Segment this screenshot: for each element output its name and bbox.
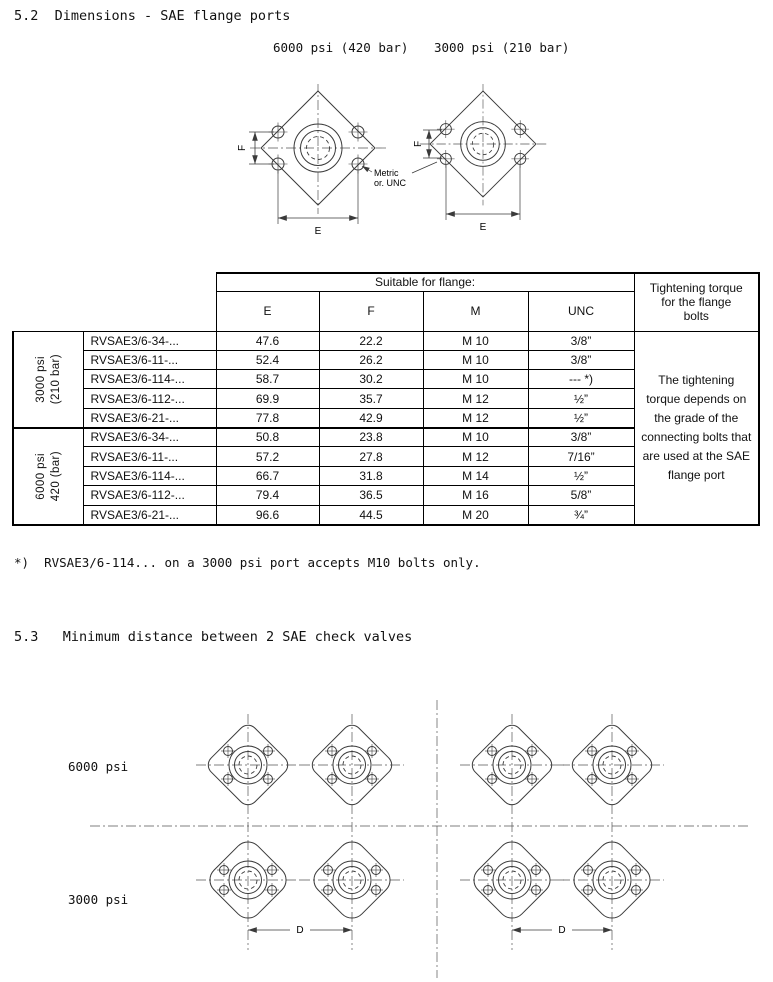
cell-E: 47.6 <box>216 331 319 350</box>
col-header-M: M <box>423 291 528 331</box>
torque-header-line1: Tightening torque <box>649 281 743 296</box>
col-header-UNC: UNC <box>528 291 634 331</box>
torque-header-line2: for the flange <box>661 295 732 310</box>
table-blank-corner <box>13 291 216 331</box>
table-header-torque <box>634 273 759 331</box>
section-5-3-heading: 5.3 Minimum distance between 2 SAE check valves <box>14 629 413 645</box>
cell-F: 36.5 <box>319 486 423 505</box>
table-blank-corner <box>13 273 216 291</box>
torque-header-line3: bolts <box>683 309 709 324</box>
metric-unc-callout <box>362 162 437 188</box>
cell-F: 44.5 <box>319 505 423 524</box>
cell-F: 26.2 <box>319 350 423 369</box>
cell-model: RVSAE3/6-112-... <box>83 389 216 408</box>
dim-label-F-left: F <box>237 144 248 152</box>
cell-M: M 10 <box>423 428 528 447</box>
cell-M: M 12 <box>423 389 528 408</box>
pressure-label-3000-bottom: 3000 psi <box>68 892 129 907</box>
cell-M: M 20 <box>423 505 528 524</box>
cell-UNC: --- *) <box>528 370 634 389</box>
cell-model: RVSAE3/6-114-... <box>83 370 216 389</box>
section-5-2-heading: 5.2 Dimensions - SAE flange ports <box>14 8 291 24</box>
cell-F: 27.8 <box>319 447 423 466</box>
cell-model: RVSAE3/6-11-... <box>83 447 216 466</box>
cell-M: M 12 <box>423 408 528 427</box>
cell-model: RVSAE3/6-21-... <box>83 408 216 427</box>
group-label-3000psi <box>13 331 83 428</box>
flange-drawing-6000psi <box>237 84 386 237</box>
pressure-label-3000-top: 3000 psi (210 bar) <box>434 40 570 55</box>
cell-E: 66.7 <box>216 466 319 485</box>
cell-model: RVSAE3/6-11-... <box>83 350 216 369</box>
check-valve-group-right <box>460 721 664 936</box>
cell-M: M 10 <box>423 331 528 350</box>
cell-UNC: 5/8” <box>528 486 634 505</box>
cell-UNC: 3/8” <box>528 350 634 369</box>
cell-E: 77.8 <box>216 408 319 427</box>
cell-F: 31.8 <box>319 466 423 485</box>
min-distance-drawing <box>60 698 752 980</box>
cell-UNC: ¾” <box>528 505 634 524</box>
cell-E: 57.2 <box>216 447 319 466</box>
group-label-line: (210 bar) <box>49 353 62 405</box>
cell-model: RVSAE3/6-34-... <box>83 331 216 350</box>
dim-label-F-right: F <box>413 140 424 148</box>
cell-UNC: 7/16” <box>528 447 634 466</box>
cell-model: RVSAE3/6-34-... <box>83 428 216 447</box>
cell-E: 69.9 <box>216 389 319 408</box>
cell-model: RVSAE3/6-114-... <box>83 466 216 485</box>
metric-note-line1: Metric <box>374 168 399 178</box>
dim-label-D-right: D <box>558 925 566 936</box>
cell-M: M 12 <box>423 447 528 466</box>
cell-F: 23.8 <box>319 428 423 447</box>
cell-M: M 14 <box>423 466 528 485</box>
cell-UNC: 3/8” <box>528 331 634 350</box>
flange-drawing-3000psi <box>413 84 546 233</box>
dim-label-D-left: D <box>296 925 304 936</box>
cell-UNC: 3/8” <box>528 428 634 447</box>
cell-UNC: ½” <box>528 389 634 408</box>
group-label-6000psi <box>13 428 83 525</box>
cell-E: 52.4 <box>216 350 319 369</box>
dim-label-E-left: E <box>314 226 322 237</box>
group-label-line: 3000 psi <box>34 355 47 403</box>
group-label-line: 6000 psi <box>34 452 47 500</box>
cell-UNC: ½” <box>528 466 634 485</box>
cell-E: 58.7 <box>216 370 319 389</box>
col-header-F: F <box>319 291 423 331</box>
cell-E: 50.8 <box>216 428 319 447</box>
metric-note-line2: or. UNC <box>374 178 407 188</box>
cell-M: M 10 <box>423 370 528 389</box>
cell-M: M 10 <box>423 350 528 369</box>
cell-E: 96.6 <box>216 505 319 524</box>
table-row <box>13 331 759 350</box>
cell-model: RVSAE3/6-112-... <box>83 486 216 505</box>
cell-E: 79.4 <box>216 486 319 505</box>
cell-UNC: ½” <box>528 408 634 427</box>
group-label-line: 420 (bar) <box>49 450 62 502</box>
flange-dimensions-table <box>12 272 760 526</box>
cell-F: 30.2 <box>319 370 423 389</box>
sae-flange-port-drawings <box>225 84 575 244</box>
cell-model: RVSAE3/6-21-... <box>83 505 216 524</box>
torque-note: The tightening torque depends on the grade of the connecting bolts that are used at the SAE flange port <box>634 331 759 525</box>
cell-F: 35.7 <box>319 389 423 408</box>
cell-F: 22.2 <box>319 331 423 350</box>
pressure-label-6000-top: 6000 psi (420 bar) <box>273 40 409 55</box>
dim-label-E-right: E <box>479 222 487 233</box>
footnote: *) RVSAE3/6-114... on a 3000 psi port accepts M10 bolts only. <box>14 555 481 570</box>
pressure-label-6000-bottom: 6000 psi <box>68 759 129 774</box>
check-valve-group-left <box>196 721 404 936</box>
cell-M: M 16 <box>423 486 528 505</box>
table-header-suitable: Suitable for flange: <box>216 273 634 291</box>
col-header-E: E <box>216 291 319 331</box>
cell-F: 42.9 <box>319 408 423 427</box>
